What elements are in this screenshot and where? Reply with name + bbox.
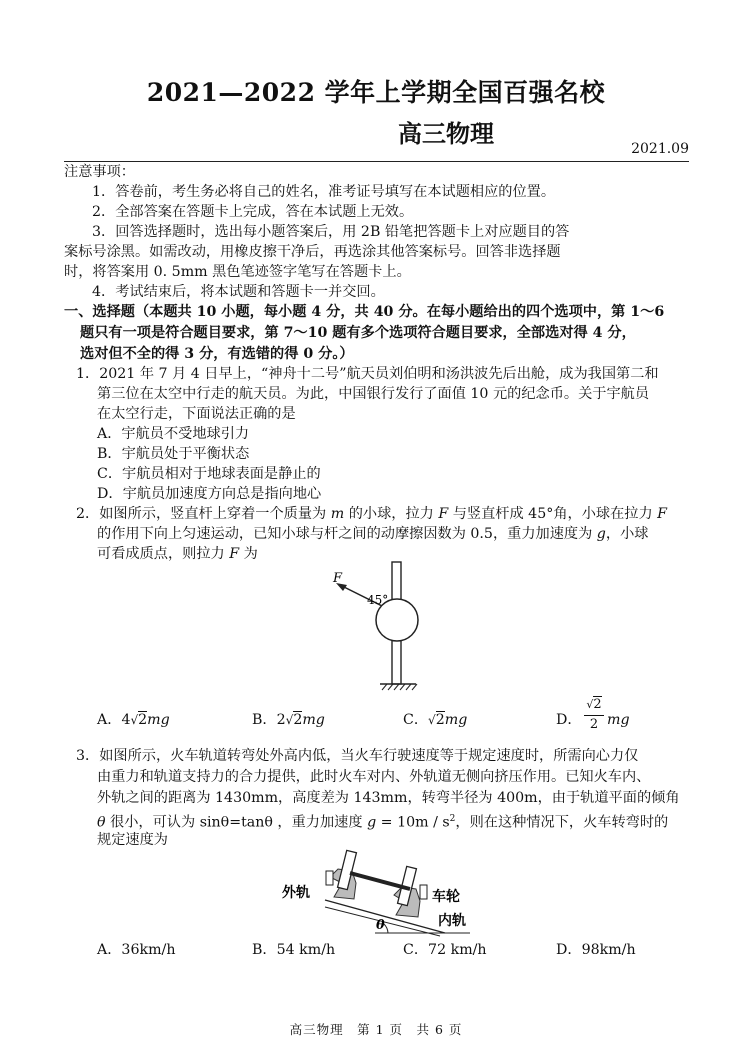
question-1-text: 1．2021 年 7 月 4 日早上，“神舟十二号”航天员刘伯明和汤洪波先后出舱，成为我国第二和 bbox=[76, 366, 659, 382]
question-2-text: 2．如图所示，竖直杆上穿着一个质量为 m 的小球，拉力 F 与竖直杆成 45°角，小球在拉力 F bbox=[76, 506, 668, 522]
pole-ball-diagram bbox=[320, 560, 430, 700]
page-footer: 高三物理 第 1 页 共 6 页 bbox=[289, 1022, 463, 1037]
option-d-tail: mg bbox=[607, 712, 630, 728]
question-2-option-a: A．4√2mg bbox=[97, 712, 170, 728]
question-3-option: A．36km/h bbox=[97, 942, 176, 958]
section-heading: 题只有一项是符合题目要求，第 7～10 题有多个选项符合题目要求，全部选对得 4 分， bbox=[80, 325, 636, 341]
outer-rail-label: 外轨 bbox=[282, 885, 310, 901]
question-1-option: D．宇航员加速度方向总是指向地心 bbox=[97, 486, 322, 502]
question-3-option: B．54 km/h bbox=[252, 942, 336, 958]
notice-item: 案标号涂黑。如需改动，用橡皮擦干净后，再选涂其他答案标号。回答非选择题 bbox=[64, 244, 561, 260]
wheel-label: 车轮 bbox=[432, 889, 460, 905]
fraction-numerator: √2 bbox=[586, 697, 602, 712]
question-3-text: 3．如图所示，火车轨道转弯处外高内低，当火车行驶速度等于规定速度时，所需向心力仅 bbox=[76, 748, 639, 764]
notice-heading: 注意事项： bbox=[64, 164, 135, 180]
fraction-bar bbox=[584, 715, 604, 716]
force-label: F bbox=[333, 571, 343, 586]
question-1-option: A．宇航员不受地球引力 bbox=[97, 426, 250, 442]
train-track-diagram bbox=[280, 845, 480, 937]
section-heading: 选对但不全的得 3 分，有选错的得 0 分。） bbox=[80, 346, 354, 362]
question-1-text: 在太空行走，下面说法正确的是 bbox=[97, 406, 296, 422]
header-divider bbox=[64, 161, 689, 162]
question-3-option: D．98km/h bbox=[556, 942, 636, 958]
page-title: 2021—2022 学年上学期全国百强名校 bbox=[146, 78, 606, 107]
question-2-text: 的作用下向上匀速运动，已知小球与杆之间的动摩擦因数为 0.5，重力加速度为 g，小球 bbox=[97, 526, 649, 542]
section-heading: 一、选择题（本题共 10 小题，每小题 4 分，共 40 分。在每小题给出的四个选项中，第 1～6 bbox=[64, 304, 665, 320]
question-3-text: 规定速度为 bbox=[97, 832, 168, 848]
question-1-option: B．宇航员处于平衡状态 bbox=[97, 446, 250, 462]
question-3-text: 由重力和轨道支持力的合力提供，此时火车对内、外轨道无侧向挤压作用。已知火车内、 bbox=[97, 769, 651, 785]
notice-item: 4．考试结束后，将本试题和答题卡一并交回。 bbox=[92, 284, 385, 300]
inner-rail-label: 内轨 bbox=[438, 913, 466, 929]
question-3-option: C．72 km/h bbox=[403, 942, 487, 958]
question-2-option-d: D． bbox=[556, 712, 582, 728]
question-3-text: 外轨之间的距离为 1430mm，高度差为 143mm，转弯半径为 400m，由于轨道平面的倾角 bbox=[97, 790, 680, 806]
notice-item: 1．答卷前，考生务必将自己的姓名，准考证号填写在本试题相应的位置。 bbox=[92, 184, 556, 200]
question-2-text: 可看成质点，则拉力 F 为 bbox=[97, 546, 258, 562]
notice-item: 3．回答选择题时，选出每小题答案后，用 2B 铅笔把答题卡上对应题目的答 bbox=[92, 224, 570, 240]
notice-item: 时，将答案用 0. 5mm 黑色笔迹签字笔写在答题卡上。 bbox=[64, 264, 411, 280]
question-2-option-b: B．2√2mg bbox=[252, 712, 325, 728]
theta-label: θ bbox=[376, 918, 385, 933]
angle-label: 45° bbox=[367, 593, 389, 607]
question-1-option: C．宇航员相对于地球表面是静止的 bbox=[97, 466, 321, 482]
page-subtitle: 高三物理 bbox=[398, 119, 494, 148]
question-3-text: θ 很小，可认为 sinθ=tanθ ，重力加速度 $g = 10m / s^2$，则在这种情况下，火车转弯时的 bbox=[97, 814, 669, 831]
fraction-denominator: 2 bbox=[589, 717, 599, 732]
exam-date: 2021.09 bbox=[631, 141, 689, 157]
question-1-text: 第三位在太空中行走的航天员。为此，中国银行发行了面值 10 元的纪念币。关于宇航员 bbox=[97, 386, 650, 402]
notice-item: 2．全部答案在答题卡上完成，答在本试题上无效。 bbox=[92, 204, 414, 220]
question-2-option-c: C．√2mg bbox=[403, 712, 468, 728]
